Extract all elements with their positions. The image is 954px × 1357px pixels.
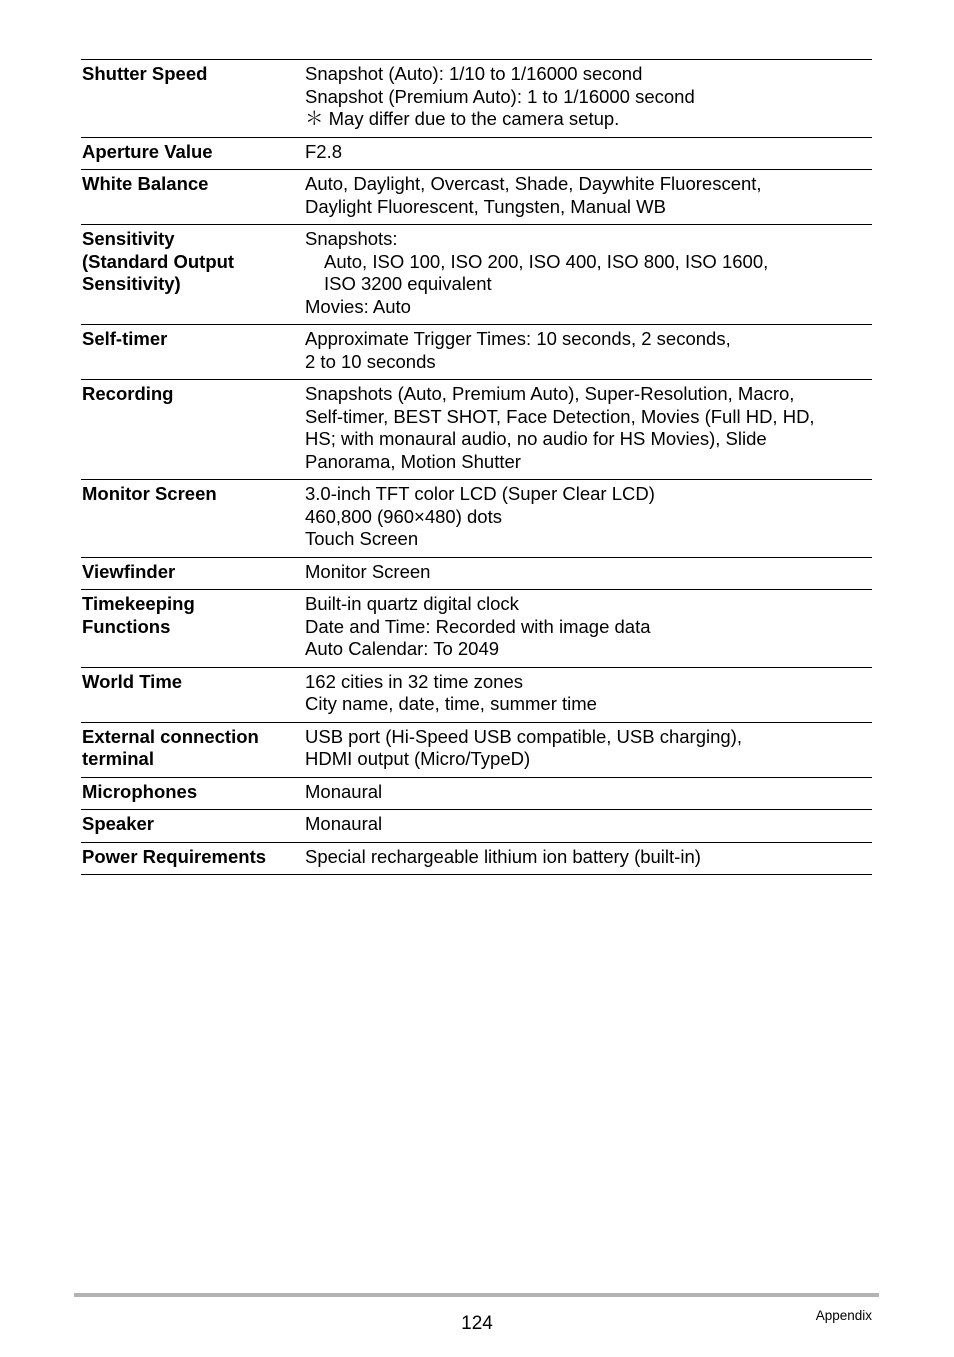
spec-value-line: City name, date, time, summer time (305, 693, 597, 714)
spec-value-line: Auto, Daylight, Overcast, Shade, Daywhite Fluorescent, (305, 173, 762, 194)
spec-value (305, 141, 872, 164)
page-number: 124 (461, 1313, 493, 1334)
spec-value-line: 460,800 (960×480) dots (305, 505, 502, 527)
spec-label: Speaker (82, 813, 154, 834)
spec-value (305, 593, 872, 661)
spec-row-viewfinder (81, 558, 872, 591)
spec-value-line: Auto, ISO 100, ISO 200, ISO 400, ISO 800, ISO 1600, (324, 250, 769, 272)
spec-value-line: F2.8 (305, 140, 343, 162)
spec-value-line: Date and Time: Recorded with image data (305, 615, 651, 637)
spec-value-line: Built-in quartz digital clock (305, 593, 519, 614)
spec-value-line: Special rechargeable lithium ion battery (built-in) (305, 845, 701, 867)
spec-row-recording (81, 380, 872, 480)
spec-row-speaker (81, 810, 872, 843)
spec-value (305, 328, 872, 373)
spec-row-self-timer (81, 325, 872, 380)
spec-value-line: ＊ May differ due to the camera setup. (305, 108, 620, 129)
spec-label: Self-timer (82, 328, 168, 349)
spec-value-line: Approximate Trigger Times: 10 seconds, 2 seconds, (305, 328, 731, 349)
spec-row-sensitivity (81, 225, 872, 325)
spec-value-line: Snapshots (Auto, Premium Auto), Super-Resolution, Macro, (305, 383, 795, 404)
spec-value-line: Monaural (305, 780, 383, 802)
spec-label: Microphones (82, 780, 198, 802)
spec-value-line: 3.0-inch TFT color LCD (Super Clear LCD) (305, 483, 655, 504)
spec-label: Sensitivity (Standard Output Sensitivity) (82, 228, 235, 294)
spec-value (305, 671, 872, 716)
spec-label: Monitor Screen (82, 483, 217, 504)
spec-value-line: Monitor Screen (305, 560, 431, 582)
spec-row-shutter-speed (81, 60, 872, 138)
spec-value-line: Snapshot (Premium Auto): 1 to 1/16000 second (305, 85, 695, 107)
spec-row-external-connection-terminal (81, 723, 872, 778)
spec-label: External connection terminal (82, 725, 259, 769)
spec-value (305, 726, 872, 771)
spec-value-line: HDMI output (Micro/TypeD) (305, 748, 531, 769)
spec-value (305, 383, 872, 473)
spec-value-line: HS; with monaural audio, no audio for HS Movies), Slide (305, 428, 767, 449)
spec-label: Timekeeping Functions (82, 593, 195, 637)
spec-value-line: Daylight Fluorescent, Tungsten, Manual WB (305, 195, 666, 217)
spec-value (305, 483, 872, 551)
spec-row-white-balance (81, 170, 872, 225)
spec-value-line: Touch Screen (305, 528, 419, 549)
spec-row-power-requirements (81, 843, 872, 876)
spec-value (305, 173, 872, 218)
spec-value (305, 561, 872, 584)
spec-label: World Time (82, 670, 183, 692)
spec-table (81, 59, 872, 875)
spec-row-timekeeping-functions (81, 590, 872, 668)
spec-value-line: Snapshots: (305, 228, 398, 249)
spec-row-world-time (81, 668, 872, 723)
spec-row-monitor-screen (81, 480, 872, 558)
spec-value-line: Snapshot (Auto): 1/10 to 1/16000 second (305, 63, 643, 84)
spec-label: Viewfinder (82, 560, 176, 582)
section-name: Appendix (815, 1308, 872, 1323)
footer-divider (74, 1293, 879, 1297)
spec-value (305, 781, 872, 804)
spec-label: Shutter Speed (82, 63, 208, 84)
spec-value-line: Movies: Auto (305, 295, 411, 317)
spec-row-microphones (81, 778, 872, 811)
spec-row-aperture-value (81, 138, 872, 171)
spec-label: Aperture Value (82, 140, 213, 162)
spec-value-line: Monaural (305, 813, 383, 834)
spec-label: Power Requirements (82, 845, 267, 867)
spec-label: Recording (82, 383, 174, 404)
spec-value (305, 813, 872, 836)
spec-value-line: 2 to 10 seconds (305, 350, 436, 372)
spec-value-line: Self-timer, BEST SHOT, Face Detection, Movies (Full HD, HD, (305, 405, 815, 427)
spec-value (305, 63, 872, 131)
spec-value (305, 846, 872, 869)
spec-value-line: ISO 3200 equivalent (324, 273, 492, 294)
spec-value-line: 162 cities in 32 time zones (305, 670, 524, 692)
spec-value-line: USB port (Hi-Speed USB compatible, USB charging), (305, 725, 742, 747)
spec-value-line: Panorama, Motion Shutter (305, 450, 521, 472)
spec-label: White Balance (82, 173, 209, 194)
spec-value (305, 228, 872, 318)
spec-value-line: Auto Calendar: To 2049 (305, 638, 500, 659)
